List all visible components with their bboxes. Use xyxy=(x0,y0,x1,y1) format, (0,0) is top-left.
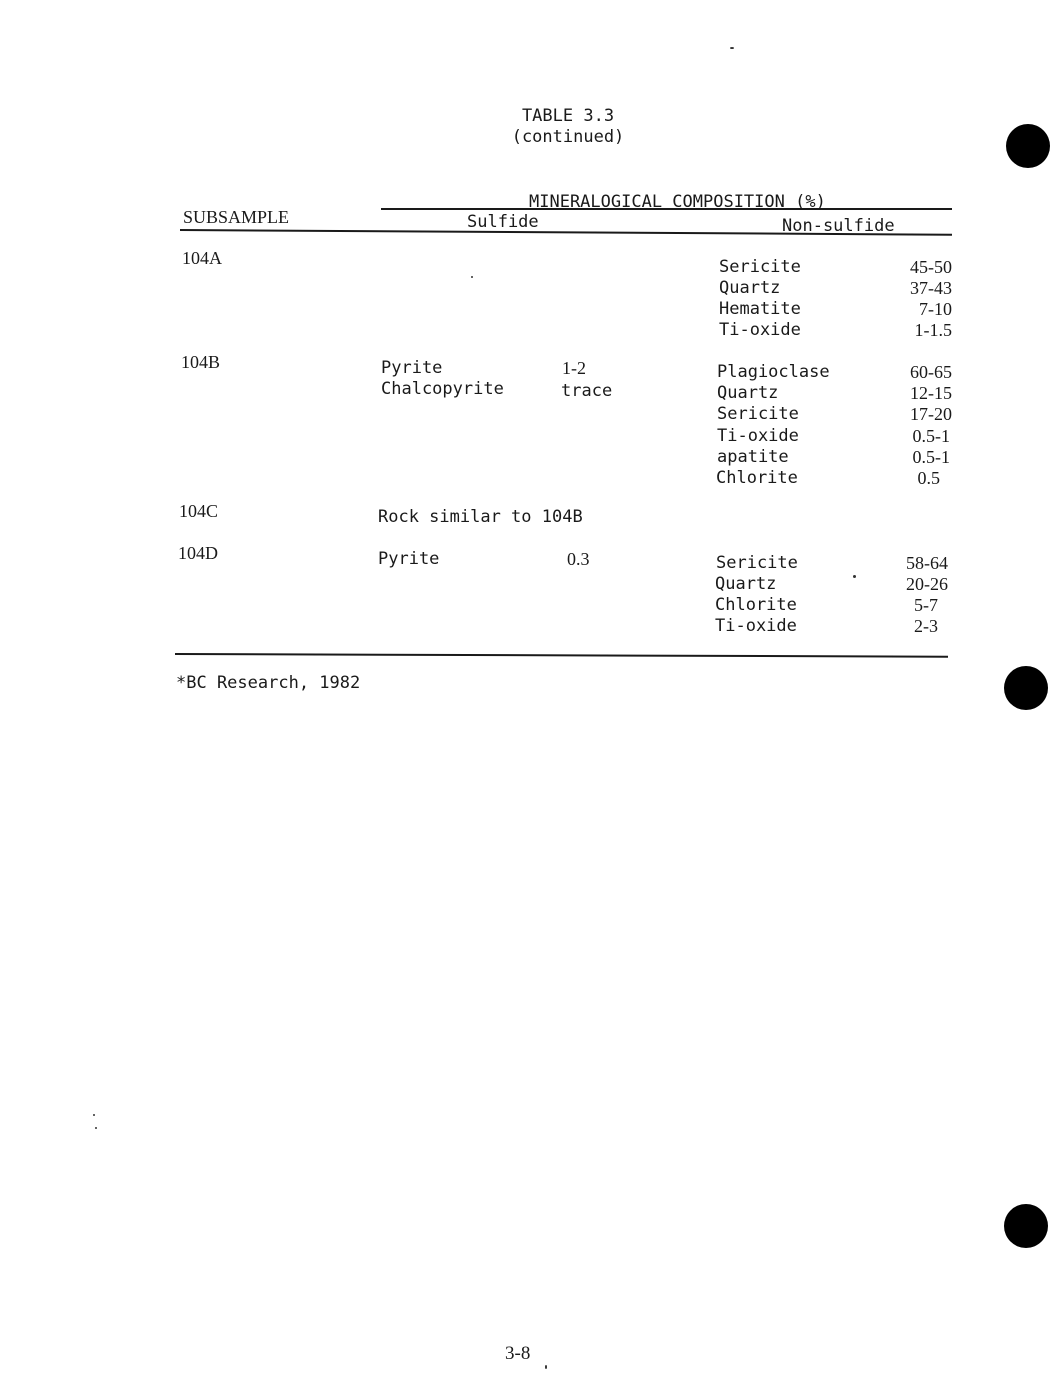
nonsulfide-name: Sericite xyxy=(719,257,801,277)
sulfide-name: Chalcopyrite xyxy=(381,379,504,399)
nonsulfide-name: Sericite xyxy=(717,404,799,424)
nonsulfide-name: Ti-oxide xyxy=(715,616,797,636)
nonsulfide-value: 45-50 xyxy=(910,257,952,277)
punch-hole xyxy=(1004,666,1048,710)
nonsulfide-name: Quartz xyxy=(715,574,777,594)
nonsulfide-name: Chlorite xyxy=(715,595,797,615)
sulfide-value: 1-2 xyxy=(562,358,586,378)
punch-hole xyxy=(1004,1204,1048,1248)
table-bottom-rule xyxy=(175,653,948,658)
nonsulfide-value: 7-10 xyxy=(919,299,952,319)
sulfide-value: 0.3 xyxy=(567,549,590,569)
speck xyxy=(95,1127,97,1129)
page-number: 3-8 xyxy=(505,1343,531,1364)
nonsulfide-value: 2-3 xyxy=(914,616,938,636)
sulfide-value: trace xyxy=(561,381,613,401)
nonsulfide-value: 58-64 xyxy=(906,553,948,573)
nonsulfide-name: Ti-oxide xyxy=(717,426,799,446)
speck xyxy=(471,276,473,278)
nonsulfide-value: 5-7 xyxy=(914,595,938,615)
nonsulfide-value: 60-65 xyxy=(910,362,952,382)
speck xyxy=(545,1365,547,1369)
nonsulfide-name: Hematite xyxy=(719,299,801,319)
nonsulfide-value: 0.5 xyxy=(917,468,940,488)
header-rule xyxy=(381,208,952,210)
subsample-id: 104A xyxy=(182,248,222,268)
nonsulfide-name: Sericite xyxy=(716,553,798,573)
nonsulfide-value: 20-26 xyxy=(906,574,948,594)
nonsulfide-name: Ti-oxide xyxy=(719,320,801,340)
punch-hole xyxy=(1006,124,1050,168)
col-header-sulfide: Sulfide xyxy=(467,212,539,232)
sulfide-name: Pyrite xyxy=(378,549,440,569)
col-header-nonsulfide: Non-sulfide xyxy=(782,216,895,236)
nonsulfide-value: 0.5-1 xyxy=(912,447,950,467)
table-subtitle: (continued) xyxy=(511,127,625,147)
group-header: MINERALOGICAL COMPOSITION (%) xyxy=(529,192,826,212)
nonsulfide-value: 0.5-1 xyxy=(912,426,950,446)
subsample-id: 104C xyxy=(179,501,219,521)
nonsulfide-value: 1-1.5 xyxy=(914,320,952,340)
nonsulfide-value: 12-15 xyxy=(910,383,952,403)
speck xyxy=(93,1114,95,1116)
nonsulfide-name: Plagioclase xyxy=(717,362,830,382)
footnote: *BC Research, 1982 xyxy=(176,673,361,693)
nonsulfide-name: Quartz xyxy=(719,278,781,298)
nonsulfide-name: Chlorite xyxy=(716,468,798,488)
nonsulfide-name: Quartz xyxy=(717,383,779,403)
col-header-subsample: SUBSAMPLE xyxy=(183,207,290,227)
speck xyxy=(853,575,856,578)
nonsulfide-value: 17-20 xyxy=(910,404,952,424)
speck xyxy=(730,47,734,49)
row-note: Rock similar to 104B xyxy=(378,507,583,527)
nonsulfide-value: 37-43 xyxy=(910,278,952,298)
sulfide-name: Pyrite xyxy=(381,358,443,378)
nonsulfide-name: apatite xyxy=(717,447,789,467)
table-title: TABLE 3.3 xyxy=(521,106,615,126)
subsample-id: 104D xyxy=(178,543,218,563)
subsample-id: 104B xyxy=(181,352,221,372)
